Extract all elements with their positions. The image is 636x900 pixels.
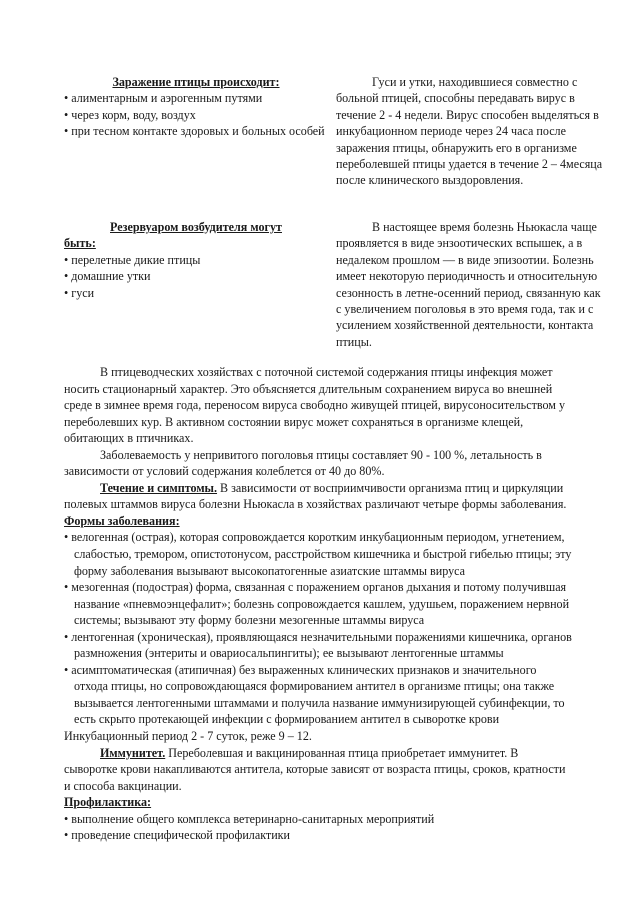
paragraph-course-symptoms [64,480,572,513]
paragraph-morbidity: Заболеваемость у непривитого поголовья птицы составляет 90 - 100 %, летальность в зависимости от условий содержания колеблется от 40 до 80%. [64,447,542,479]
paragraph-immunity [64,745,572,795]
immunity-heading: Иммунитет. [100,745,166,760]
list-item: • лентогенная (хроническая), проявляющаяся незначительными поражениями кишечника, органов размножения (энтериты и овариосальпингиты); ее вызывают лентогенные штаммы [64,629,572,662]
infection-routes-column [64,74,332,140]
list-item: • асимптоматическая (атипичная) без выраженных клинических признаков и значительного отхода птицы, но сопровождающаяся формированием антител в организме птицы; она также вызывается лентогенными штаммами и получила название иммунизирующей субинфекции, то есть скрыто протекающей инфекции с формированием антител в сыворотке крови [64,662,572,728]
prevention-heading: Профилактика: [64,795,152,810]
disease-forms-list [64,529,572,728]
course-symptoms-heading: Течение и симптомы. [100,480,218,495]
list-item: • выполнение общего комплекса ветеринарно-санитарных мероприятий [64,811,572,828]
reservoir-list [64,252,328,301]
list-item: • домашние утки [64,268,328,284]
current-situation-column [336,219,604,350]
prevention-list [64,811,572,844]
list-item: • перелетные дикие птицы [64,252,328,268]
geese-ducks-column [336,74,604,189]
disease-forms-heading: Формы заболевания: [64,513,180,528]
list-item: • через корм, воду, воздух [64,107,328,123]
paragraph-poultry-farms: В птицеводческих хозяйствах с поточной системой содержания птицы инфекция может носить стационарный характер. Это объясняется длительным сохранением вируса во внешней среде в зимнее время года, переносом вируса свободно живущей птицей, вирусоносительством у переболевших кур. В активном состоянии вирус может сохраняться в организме клещей, обитающих в птичниках. [64,365,566,446]
infection-routes-band [0,74,636,189]
reservoir-heading-line1: Резервуаром возбудителя могут [110,220,282,234]
paragraph-incubation-period: Инкубационный период 2 - 7 суток, реже 9 – 12. [64,729,312,744]
list-item: • алиментарным и аэрогенным путями [64,90,328,106]
body-content [64,364,572,844]
current-situation-paragraph: В настоящее время болезнь Ньюкасла чаще проявляется в виде энзоотических вспышек, а в недалеком прошлом — в виде эпизоотии. Болезнь имеет некоторую периодичность и относительную сезонность в летне-осенний период, связанную как с увеличением поголовья в это время года, так и с усилением хозяйственной деятельности, контакта птицы. [336,220,601,349]
geese-ducks-paragraph: Гуси и утки, находившиеся совместно с больной птицей, способны передавать вирус в течение 2 - 4 недели. Вирус способен выделяться в инкубационном периоде через 24 часа после заражения птицы, обнаружить его в организме переболевшей птицы удается в течение 2 – 4месяца после клинического выздоровления. [336,75,603,188]
list-item: • гуси [64,285,328,301]
infection-routes-heading: Заражение птицы происходит: [112,75,280,89]
list-item: • проведение специфической профилактики [64,827,572,844]
reservoir-band [0,219,636,350]
list-item: • при тесном контакте здоровых и больных особей [64,123,328,139]
list-item: • мезогенная (подострая) форма, связанная с поражением органов дыхания и потому получившая название «пневмоэнцефалит»; болезнь сопровождается кашлем, удушьем, поражением нервной системы; вызывают эту форму болезни мезогенные штаммы вируса [64,579,572,629]
list-item: • велогенная (острая), которая сопровождается коротким инкубационным периодом, угнетением, слабостью, тремором, опистотонусом, расстройством кишечника и быстрой гибелью птицы; эту форму заболевания вызывают высокопатогенные азиатские штаммы вируса [64,529,572,579]
immunity-text: Переболевшая и вакцинированная птица приобретает иммунитет. В сыворотке крови накапливаются антитела, которые зависят от возраста птицы, сроков, кратности и способа вакцинации. [64,745,566,793]
course-symptoms-text: В зависимости от восприимчивости организма птиц и циркуляции полевых штаммов вируса болезни Ньюкасла в хозяйствах различают четыре формы заболевания. [64,480,567,512]
infection-routes-list [64,90,328,139]
reservoir-heading-line2: быть: [64,236,96,251]
reservoir-column [64,219,332,301]
